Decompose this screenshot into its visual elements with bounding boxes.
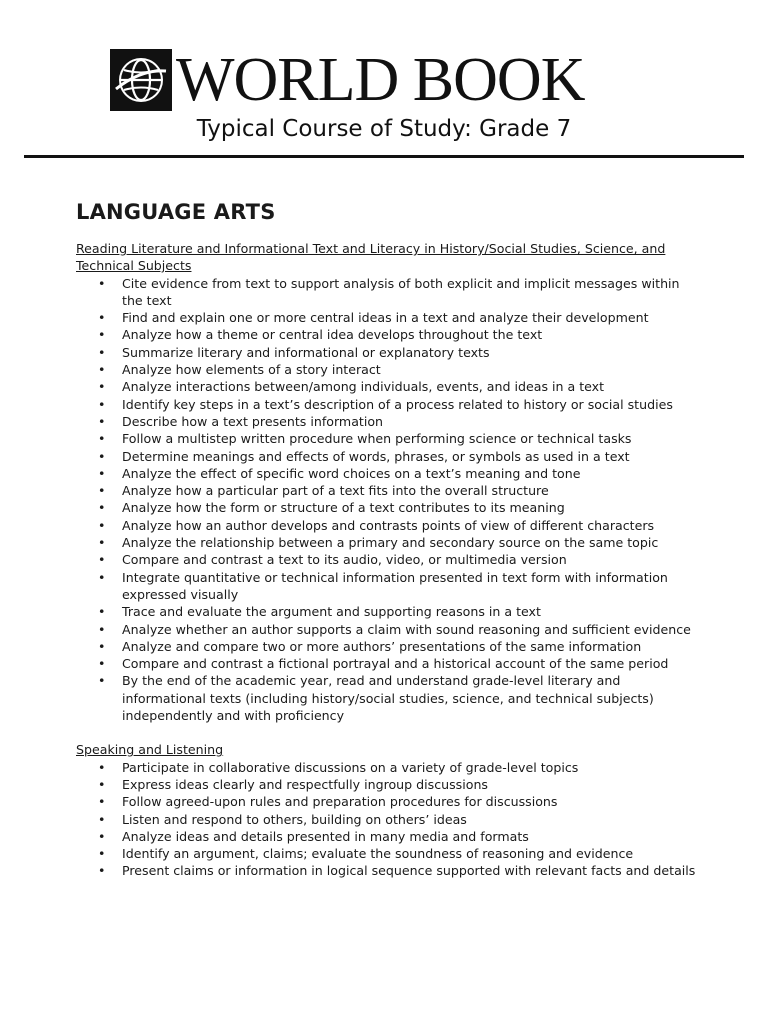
list-item — [76, 344, 696, 361]
list-item — [76, 828, 696, 845]
list-item — [76, 448, 696, 465]
bullet-icon: • — [98, 327, 106, 343]
list-item-text: Listen and respond to others, building on others’ ideas — [122, 811, 467, 827]
page-title: Typical Course of Study: Grade 7 — [196, 116, 572, 142]
bullet-icon: • — [98, 500, 106, 516]
main-content — [76, 198, 696, 880]
list-item — [76, 551, 696, 568]
list-item-text: Compare and contrast a fictional portrayal and a historical account of the same period — [122, 656, 669, 672]
logo-wordmark: WORLD BOOK — [176, 46, 585, 114]
bullet-icon: • — [98, 431, 106, 447]
list-item-text: Analyze ideas and details presented in many media and formats — [122, 828, 529, 844]
list-item-text: Identify an argument, claims; evaluate the soundness of reasoning and evidence — [122, 846, 634, 862]
list-item — [76, 621, 696, 638]
subsection-heading-speaking: Speaking and Listening — [76, 742, 224, 758]
bullet-icon: • — [98, 552, 106, 568]
bullet-icon: • — [98, 673, 106, 689]
list-item — [76, 326, 696, 343]
list-item-text: Analyze how an author develops and contrasts points of view of different characters — [122, 517, 655, 533]
list-item-text: Describe how a text presents information — [122, 413, 384, 429]
list-item-text: Analyze how a theme or central idea develops throughout the text — [122, 327, 543, 343]
list-item — [76, 759, 696, 776]
list-item — [76, 862, 696, 879]
list-item — [76, 517, 696, 534]
bullet-icon: • — [98, 517, 106, 533]
bullet-icon: • — [98, 465, 106, 481]
bullet-icon: • — [98, 413, 106, 429]
list-item-text: Trace and evaluate the argument and supporting reasons in a text — [122, 604, 541, 620]
list-item-text: Express ideas clearly and respectfully ingroup discussions — [122, 776, 488, 792]
list-item — [76, 465, 696, 482]
list-item-text: Analyze whether an author supports a claim with sound reasoning and sufficient evidence — [122, 621, 691, 637]
list-item-text: Integrate quantitative or technical information presented in text form with information expressed visually — [122, 569, 668, 602]
list-item-text: Compare and contrast a text to its audio, video, or multimedia version — [122, 552, 567, 568]
list-item — [76, 776, 696, 793]
bullet-icon: • — [98, 448, 106, 464]
list-item-text: Analyze how elements of a story interact — [122, 362, 381, 378]
list-item — [76, 396, 696, 413]
list-item-text: By the end of the academic year, read and understand grade-level literary and informational texts (including history/social studies, science, and technical subjects) independently and with proficiency — [122, 673, 654, 724]
bullet-icon: • — [98, 396, 106, 412]
list-item-text: Analyze the effect of specific word choices on a text’s meaning and tone — [122, 465, 581, 481]
bullet-icon: • — [98, 638, 106, 654]
list-item-text: Analyze and compare two or more authors’ presentations of the same information — [122, 638, 642, 654]
list-item-text: Summarize literary and informational or explanatory texts — [122, 344, 490, 360]
list-item-text: Follow agreed-upon rules and preparation procedures for discussions — [122, 794, 558, 810]
list-item-text: Cite evidence from text to support analysis of both explicit and implicit messages within the text — [122, 275, 680, 308]
bullet-icon: • — [98, 863, 106, 879]
list-item — [76, 811, 696, 828]
list-item-text: Analyze the relationship between a primary and secondary source on the same topic — [122, 535, 659, 551]
list-item — [76, 309, 696, 326]
subsection-heading-reading: Reading Literature and Informational Text and Literacy in History/Social Studies, Science, and Technical Subjects — [76, 241, 666, 274]
bullet-icon: • — [98, 535, 106, 551]
bullet-list-reading — [76, 275, 696, 725]
list-item-text: Analyze how the form or structure of a text contributes to its meaning — [122, 500, 565, 516]
bullet-icon: • — [98, 621, 106, 637]
bullet-icon: • — [98, 483, 106, 499]
list-item — [76, 534, 696, 551]
list-item — [76, 499, 696, 516]
list-item — [76, 482, 696, 499]
bullet-icon: • — [98, 604, 106, 620]
bullet-list-speaking — [76, 759, 696, 880]
bullet-icon: • — [98, 759, 106, 775]
list-item-text: Participate in collaborative discussions on a variety of grade-level topics — [122, 759, 579, 775]
list-item-text: Present claims or information in logical sequence supported with relevant facts and details — [122, 863, 696, 879]
list-item — [76, 430, 696, 447]
list-item — [76, 378, 696, 395]
bullet-icon: • — [98, 275, 106, 291]
world-book-globe-icon — [110, 49, 172, 111]
list-item-text: Analyze how a particular part of a text fits into the overall structure — [122, 483, 549, 499]
bullet-icon: • — [98, 379, 106, 395]
list-item — [76, 569, 696, 604]
bullet-icon: • — [98, 344, 106, 360]
bullet-icon: • — [98, 569, 106, 585]
list-item — [76, 603, 696, 620]
bullet-icon: • — [98, 846, 106, 862]
bullet-icon: • — [98, 362, 106, 378]
bullet-icon: • — [98, 828, 106, 844]
bullet-icon: • — [98, 310, 106, 326]
list-item-text: Identify key steps in a text’s description of a process related to history or social studies — [122, 396, 673, 412]
list-item-text: Determine meanings and effects of words, phrases, or symbols as used in a text — [122, 448, 630, 464]
list-item — [76, 672, 696, 724]
section-title: LANGUAGE ARTS — [76, 200, 276, 224]
list-item-text: Follow a multistep written procedure when performing science or technical tasks — [122, 431, 632, 447]
bullet-icon: • — [98, 811, 106, 827]
list-item — [76, 413, 696, 430]
list-item-text: Find and explain one or more central ideas in a text and analyze their development — [122, 310, 649, 326]
list-item — [76, 793, 696, 810]
list-item — [76, 275, 696, 310]
list-item — [76, 638, 696, 655]
bullet-icon: • — [98, 776, 106, 792]
world-book-logo — [110, 48, 584, 112]
bullet-icon: • — [98, 794, 106, 810]
list-item-text: Analyze interactions between/among individuals, events, and ideas in a text — [122, 379, 605, 395]
bullet-icon: • — [98, 656, 106, 672]
list-item — [76, 655, 696, 672]
list-item — [76, 361, 696, 378]
list-item — [76, 845, 696, 862]
header-divider — [24, 155, 744, 158]
